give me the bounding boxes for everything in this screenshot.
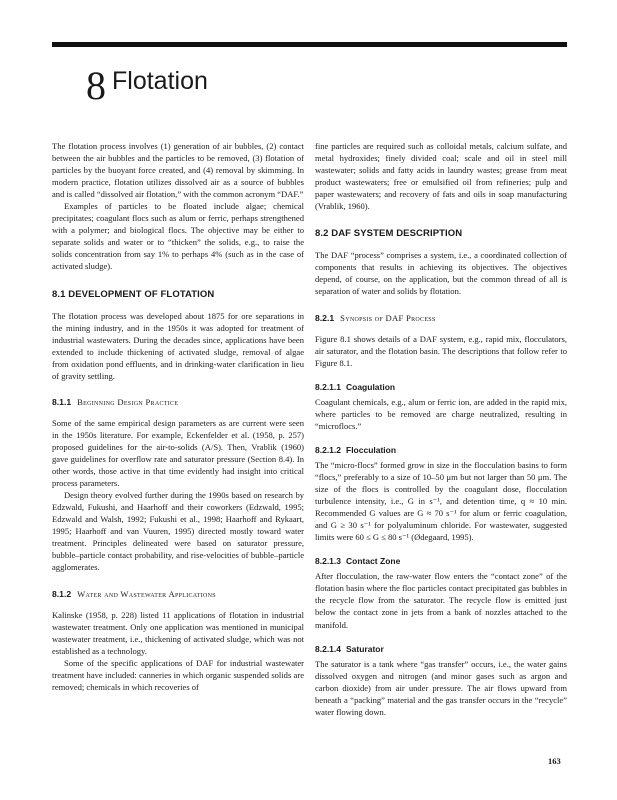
left-column bbox=[52, 140, 304, 693]
subsection-heading-8-2-1: 8.2.1 Synopsis of DAF Process bbox=[315, 312, 436, 323]
section-heading-8-2: 8.2 DAF SYSTEM DESCRIPTION bbox=[315, 228, 463, 240]
right-column bbox=[315, 140, 567, 718]
subsubsection-heading-8-2-1-3: 8.2.1.3 Contact Zone bbox=[315, 556, 401, 567]
subsection-heading-8-1-1: 8.1.1 Beginning Design Practice bbox=[52, 396, 179, 407]
paragraph: Examples of particles to be floated include algae; chemical precipitates; coagulant flocs such as alum or ferric, perhaps strengthened with a polymer; and biological flocs. The objective may be either to separate solids and water or to “thicken” the solids, e.g., to raise the solids concentration from say 1% to perhaps 4% (such as in the case of activated sludge). bbox=[52, 201, 304, 272]
paragraph: Coagulant chemicals, e.g., alum or ferric ion, are added in the rapid mix, where particles to be removed are charge neutralized, resulting in “microflocs.” bbox=[315, 396, 567, 431]
section-heading-8-1: 8.1 DEVELOPMENT OF FLOTATION bbox=[52, 288, 215, 300]
paragraph: The flotation process involves (1) generation of air bubbles, (2) contact between the air bubbles and the particles to be removed, (3) flotation of particles by the buoyant force created, and (4) removal by skimming. In modern practice, flotation utilizes dissolved air as a source of bubbles and is called “dissolved air flotation,” with the common acronym “DAF.” bbox=[52, 141, 304, 200]
paragraph: Some of the specific applications of DAF for industrial wastewater treatment have included: canneries in which organic suspended solids are removed; chemicals in which recoveries of bbox=[52, 657, 304, 692]
top-rule bbox=[52, 42, 567, 47]
paragraph: The flotation process was developed about 1875 for ore separations in the mining industry, and in the 1950s it was adopted for treatment of industrial wastewaters. During the decades since, applications have been extended to include thickening of activated sludge, removal of algae from oxidation pond effluents, and in drinking-water clarification in lieu of gravity settling. bbox=[52, 310, 304, 381]
paragraph: The “micro-flocs” formed grow in size in the flocculation basins to form “flocs,” preferably to a size of 10–50 μm but not larger than 50 μm. The size of the flocs is controlled by the coagulant dose, flocculation turbulence intensity, i.e., G in s⁻¹, and detention time, q ≈ 10 min. Recommended G values are G ≈ 70 s⁻¹ for alum or ferric coagulation, and G ≥ 30 s⁻¹ for polyaluminum chloride. For wastewater, suggested limits were 60 ≤ G ≤ 80 s⁻¹ (Ødegaard, 1995). bbox=[315, 459, 567, 543]
paragraph: Some of the same empirical design parameters as are current were seen in the 1950s literature. For example, Eckenfelder et al. (1958, p. 257) proposed guidelines for the air-to-solids (A/S). Then, Vrablik (1960) gave guidelines for overflow rate and saturator pressure (Section 8.4). In other words, those active in that time evidently had insight into critical process parameters. bbox=[52, 417, 304, 489]
chapter-heading bbox=[86, 62, 208, 109]
chapter-number: 8 bbox=[86, 63, 106, 108]
paragraph: fine particles are required such as colloidal metals, calcium sulfate, and metal hydroxides; finely divided coal; scale and oil in steel mill wastewater; solids and fatty acids in laundry wastes; grease from meat product wastewaters; free or emulsified oil from refineries; pulp and paper wastewaters; and recovery of fats and oils in soap manufacturing (Vrablik, 1960). bbox=[315, 141, 567, 212]
page-number: 163 bbox=[548, 756, 561, 766]
subsubsection-heading-8-2-1-2: 8.2.1.2 Flocculation bbox=[315, 444, 397, 455]
chapter-title: Flotation bbox=[112, 67, 208, 95]
paragraph: After flocculation, the raw-water flow enters the “contact zone” of the flotation basin where the floc particles contact precipitated gas bubbles in the recycle flow from the saturator. The recycle flow is emitted just below the contact zone in jets from a bank of nozzles attached to the manifold. bbox=[315, 571, 567, 630]
subsubsection-heading-8-2-1-1: 8.2.1.1 Coagulation bbox=[315, 381, 396, 392]
subsection-heading-8-1-2: 8.1.2 Water and Wastewater Applications bbox=[52, 588, 216, 599]
paragraph: Kalinske (1958, p. 228) listed 11 applications of flotation in industrial wastewater treatment. Only one application was mentioned in municipal wastewater treatment, i.e., thickening of activated sludge, which was not established as a technology. bbox=[52, 609, 304, 656]
subsubsection-heading-8-2-1-4: 8.2.1.4 Saturator bbox=[315, 643, 384, 654]
paragraph: Figure 8.1 shows details of a DAF system, e.g., rapid mix, flocculators, air saturator, and the flotation basin. The descriptions that follow refer to Figure 8.1. bbox=[315, 333, 567, 368]
paragraph: The saturator is a tank where “gas transfer” occurs, i.e., the water gains dissolved oxygen and nitrogen (and minor gases such as argon and carbon dioxide) from air under pressure. The air flows upward from beneath a “packing” material and the gas transfer occurs in the “recycle” water flowing down. bbox=[315, 658, 567, 717]
paragraph: The DAF “process” comprises a system, i.e., a coordinated collection of components that results in achieving its objectives. The objectives depend, of course, on the application, but the common thread of all is separation of water and solids by flotation. bbox=[315, 250, 567, 297]
paragraph: Design theory evolved further during the 1990s based on research by Edzwald, Fukushi, and Haarhoff and their coworkers (Edzwald, 1995; Edzwald and Walsh, 1992; Fukushi et al., 1998; Haarhoff and Rykaart, 1995; Haarhoff and van Vuuren, 1995) directed mostly toward water treatment. Principles delineated were based on saturator pressure, bubble–particle contact probability, and rise-velocities of bubble–particle agglomerates. bbox=[52, 490, 304, 573]
